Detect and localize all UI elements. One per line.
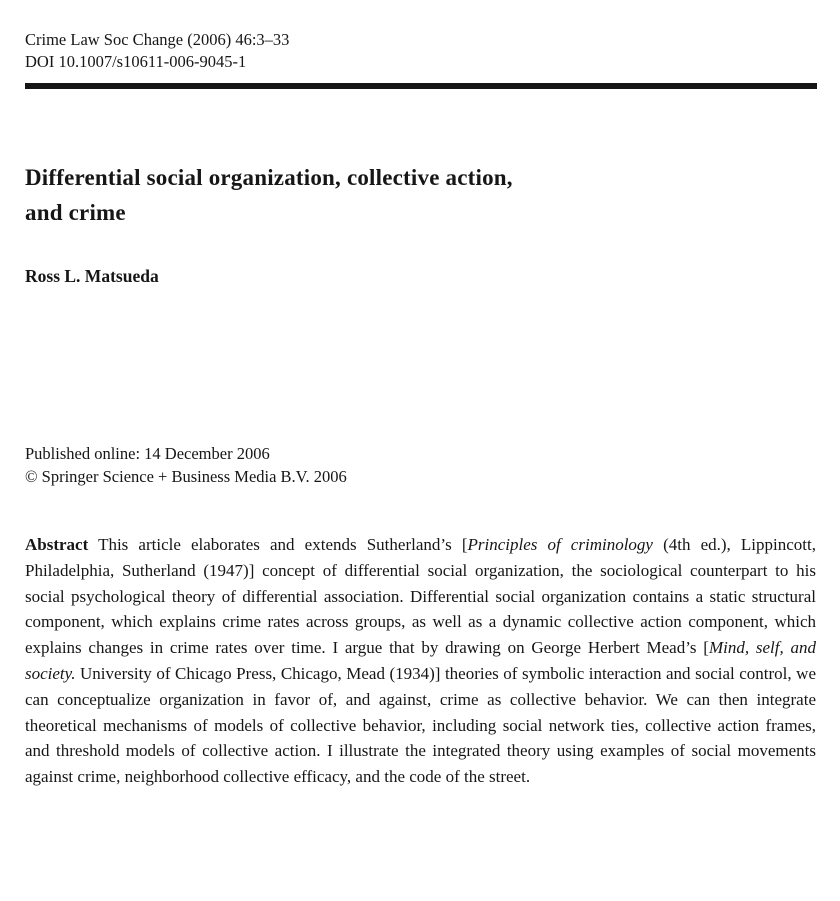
author-name: Ross L. Matsueda xyxy=(25,266,159,286)
copyright-notice: © Springer Science + Business Media B.V. 2006 xyxy=(25,466,347,486)
abstract-segment: University of Chicago Press, Chicago, Mead (1934)] theories of symbolic interaction and social control, we can conceptualize organization in favor of, and against, crime as collective behavior. We can then integrate theoretical mechanisms of models of collective behavior, including social network ties, collective action frames, and threshold models of collective action. I illustrate the integrated theory using examples of social movements against crime, neighborhood collective efficacy, and the code of the street. xyxy=(25,663,816,787)
title-line-1: Differential social organization, collective action, xyxy=(25,165,513,190)
abstract-segment: (4th ed.), Lippincott, Philadelphia, Sutherland (1947)] concept of differential social organization, the sociological counterpart to his social psychological theory of differential association. Differential social organization contains a static structural component, which explains crime rates across groups, as well as a dynamic collective action component, which explains changes in crime rates over time. I argue that by drawing on George Herbert Mead’s [ xyxy=(25,535,816,658)
abstract-segment: This article elaborates and extends Sutherland’s [ xyxy=(98,535,468,554)
published-online-date: Published online: 14 December 2006 xyxy=(25,444,270,463)
journal-header xyxy=(25,29,289,73)
article-title xyxy=(25,160,725,230)
abstract-paragraph xyxy=(25,532,816,790)
abstract-segment-italic: Mind, self, and society. xyxy=(25,638,817,683)
abstract-label: Abstract xyxy=(25,535,89,554)
abstract-segment-italic: Principles of criminology xyxy=(467,535,653,554)
journal-reference: Crime Law Soc Change (2006) 46:3–33 xyxy=(25,30,290,49)
doi: DOI 10.1007/s10611-006-9045-1 xyxy=(25,52,247,71)
publication-info xyxy=(25,443,347,488)
header-divider-rule xyxy=(25,83,817,89)
title-line-2: and crime xyxy=(25,200,126,225)
